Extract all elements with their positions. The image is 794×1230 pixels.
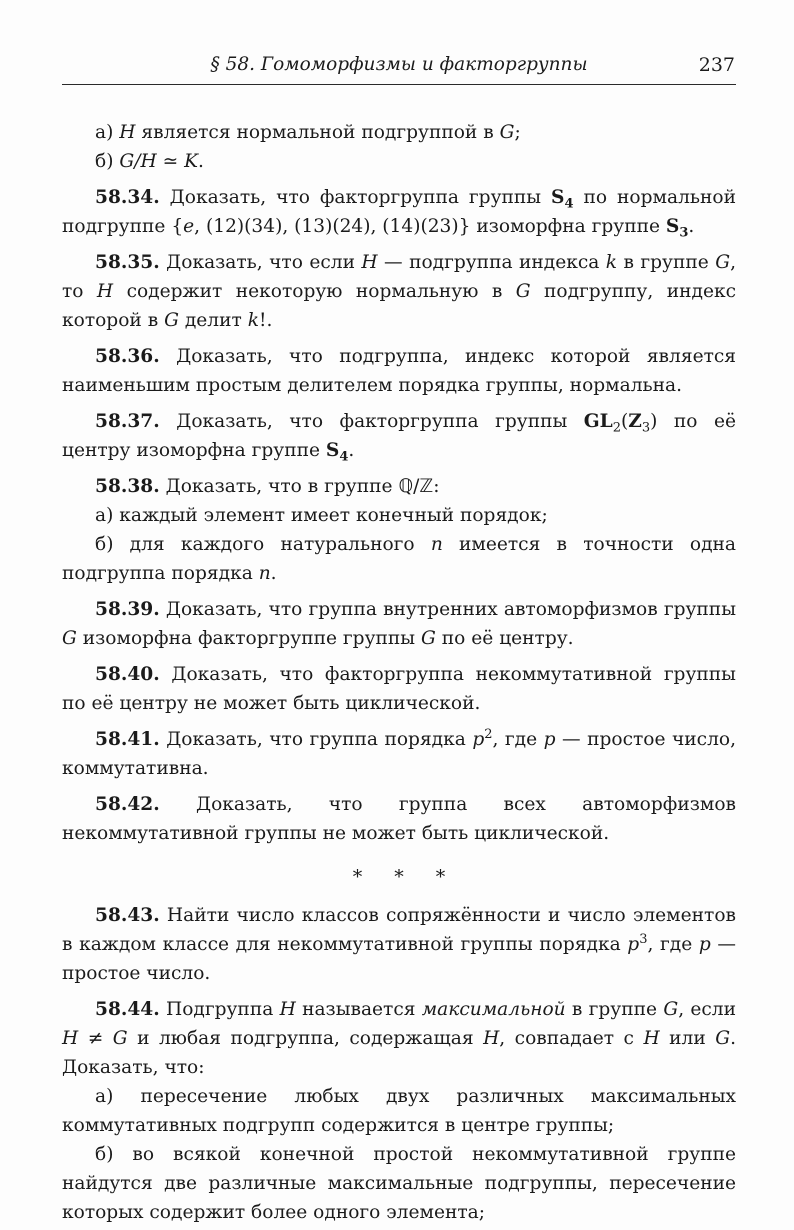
item-b-intro xyxy=(62,147,736,176)
math-bold-symbol: S xyxy=(551,187,565,208)
math-var: G xyxy=(112,1028,128,1049)
math-var: H xyxy=(361,252,378,273)
text-run: — подгруппа индекса xyxy=(377,252,606,273)
problem-number: 58.36. xyxy=(95,346,160,367)
text-run: ( xyxy=(621,411,629,432)
math-var: n xyxy=(258,563,271,584)
page-number: 237 xyxy=(698,54,735,76)
text-run: , где xyxy=(647,934,699,955)
problem-58-39 xyxy=(62,595,736,653)
problem-58-44 xyxy=(62,995,736,1082)
text-run: и любая подгруппа, содержащая xyxy=(127,1028,484,1049)
text-column xyxy=(62,52,736,1227)
problem-58-43 xyxy=(62,901,736,988)
text-run: в группе xyxy=(565,999,664,1020)
subscript: 4 xyxy=(564,196,574,212)
text-run: а) каждый элемент имеет конечный порядок; xyxy=(95,505,548,526)
text-run: по её центру. xyxy=(435,628,574,649)
subscript: 3 xyxy=(641,420,651,436)
text-run: . Доказать, что: xyxy=(62,1028,736,1078)
problem-58-38 xyxy=(62,472,736,501)
text-run: . xyxy=(270,563,277,584)
math-var: p xyxy=(472,729,485,750)
math-var: G xyxy=(421,628,436,649)
problem-number: 58.39. xyxy=(95,599,160,620)
problem-58-42 xyxy=(62,790,736,848)
problem-58-37 xyxy=(62,407,736,465)
text-run: ; xyxy=(514,122,521,143)
text-run: имеется в точности одна подгруппа порядка xyxy=(62,534,736,584)
problems-text xyxy=(62,118,736,1227)
item-b-58-44 xyxy=(62,1140,736,1227)
math-var: K xyxy=(184,151,199,172)
text-run: Доказать, что факторгруппа группы xyxy=(159,411,584,432)
text-run: или xyxy=(659,1028,716,1049)
math-bold-symbol: S xyxy=(325,440,340,461)
text-run: Доказать, что подгруппа, индекс которой является наименьшим простым делителем порядка группы, нормальна. xyxy=(62,346,736,396)
subscript: 2 xyxy=(612,420,622,436)
text-run: , совпадает с xyxy=(499,1028,644,1049)
text-run: . xyxy=(688,216,695,237)
math-var: G xyxy=(715,1028,731,1049)
text-run: содержит некоторую нормальную в xyxy=(113,281,516,302)
math-var: H xyxy=(279,999,296,1020)
text-run: подгруппу, индекс которой в xyxy=(62,281,736,331)
problem-number: 58.44. xyxy=(95,999,160,1020)
math-var: G xyxy=(715,252,731,273)
problem-58-34 xyxy=(62,183,736,241)
text-run: ) по её центру изоморфна группе xyxy=(62,411,736,461)
text-run: а) xyxy=(95,122,120,143)
math-var: k xyxy=(605,252,618,273)
text-run: , если xyxy=(678,999,736,1020)
math-var: p xyxy=(698,934,711,955)
math-var: G xyxy=(663,999,679,1020)
stars: * * * xyxy=(352,866,446,888)
superscript: 3 xyxy=(639,931,648,947)
math-var: H xyxy=(119,122,136,143)
problem-58-41 xyxy=(62,725,736,783)
text-run: Доказать, что факторгруппа некоммутативной группы по её центру не может быть циклической. xyxy=(62,664,736,714)
text-run: Подгруппа xyxy=(159,999,280,1020)
text-run: изоморфна факторгруппе группы xyxy=(76,628,422,649)
text-run: — простое число. xyxy=(62,934,736,984)
math-bold-symbol: S xyxy=(665,216,680,237)
subscript: 3 xyxy=(679,225,689,241)
text-run: является нормальной подгруппой в xyxy=(135,122,500,143)
math-bold-symbol: Z xyxy=(628,411,642,432)
problem-58-35 xyxy=(62,248,736,335)
problem-number: 58.35. xyxy=(95,252,160,273)
math-var: G xyxy=(164,310,179,331)
problem-number: 58.41. xyxy=(95,729,160,750)
item-a-58-38 xyxy=(62,501,736,530)
math-var: H xyxy=(62,1028,79,1049)
page-header xyxy=(62,52,736,85)
text-run: : xyxy=(433,476,440,497)
item-b-58-38 xyxy=(62,530,736,588)
text-run: а) пересечение любых двух различных максимальных коммутативных подгрупп содержится в центре группы; xyxy=(62,1086,736,1136)
text-run: , где xyxy=(492,729,544,750)
math-var: H xyxy=(483,1028,500,1049)
separator-stars xyxy=(62,860,736,889)
math-var: G xyxy=(515,281,531,302)
math-var: p xyxy=(543,729,556,750)
math-var: H xyxy=(643,1028,660,1049)
math-var: G xyxy=(62,628,77,649)
math-bold-symbol: GL xyxy=(583,411,613,432)
text-run: Доказать, что если xyxy=(159,252,362,273)
math-var: n xyxy=(430,534,443,555)
math-var: k xyxy=(247,310,259,331)
problem-number: 58.38. xyxy=(95,476,160,497)
text-run: б) xyxy=(95,151,120,172)
text-run: б) для каждого натурального xyxy=(95,534,431,555)
text-run: Доказать, что группа порядка xyxy=(159,729,473,750)
text-run: делит xyxy=(178,310,248,331)
math-var: p xyxy=(627,934,640,955)
math-var: e xyxy=(183,216,195,237)
isomorphic-symbol: ≃ xyxy=(156,151,185,172)
text-run: . xyxy=(348,440,355,461)
text-run: Доказать, что группа внутренних автоморфизмов группы xyxy=(159,599,736,620)
not-equal-symbol: ≠ xyxy=(78,1028,113,1049)
problem-number: 58.40. xyxy=(95,664,160,685)
text-run: , (12)(34), (13)(24), (14)(23)} изоморфна группе xyxy=(194,216,666,237)
text-run: Доказать, что факторгруппа группы xyxy=(159,187,552,208)
math-var: G/H xyxy=(119,151,157,172)
text-run: — простое число, коммутативна. xyxy=(62,729,736,779)
item-a-intro xyxy=(62,118,736,147)
text-run: по нормальной подгруппе { xyxy=(62,187,736,237)
problem-number: 58.43. xyxy=(95,905,160,926)
item-a-58-44 xyxy=(62,1082,736,1140)
problem-number: 58.37. xyxy=(95,411,160,432)
problem-58-36 xyxy=(62,342,736,400)
text-run: Найти число классов сопряжённости и число элементов в каждом классе для некоммутативной группы порядка xyxy=(62,905,736,955)
superscript: 2 xyxy=(484,726,493,742)
text-run: Доказать, что в группе xyxy=(159,476,399,497)
subscript: 4 xyxy=(339,449,349,465)
text-run: !. xyxy=(258,310,273,331)
text-run: называется xyxy=(295,999,422,1020)
problem-58-40 xyxy=(62,660,736,718)
blackboard-QZ-symbol: ℚ/ℤ xyxy=(398,476,434,497)
math-var: G xyxy=(499,122,515,143)
term-emphasis: максимальной xyxy=(421,999,566,1020)
text-run: в группе xyxy=(617,252,716,273)
text-run: Доказать, что группа всех автоморфизмов некоммутативной группы не может быть циклической. xyxy=(62,794,736,844)
problem-number: 58.42. xyxy=(95,794,160,815)
problem-number: 58.34. xyxy=(95,187,160,208)
text-run: б) во всякой конечной простой некоммутативной группе найдутся две различные максимальные подгруппы, пересечение которых содержит более одного элемента; xyxy=(62,1144,736,1223)
math-var: H xyxy=(96,281,114,302)
text-run: . xyxy=(198,151,204,172)
section-title: § 58. Гомоморфизмы и факторгруппы xyxy=(210,54,588,75)
text-run: , то xyxy=(62,252,736,302)
